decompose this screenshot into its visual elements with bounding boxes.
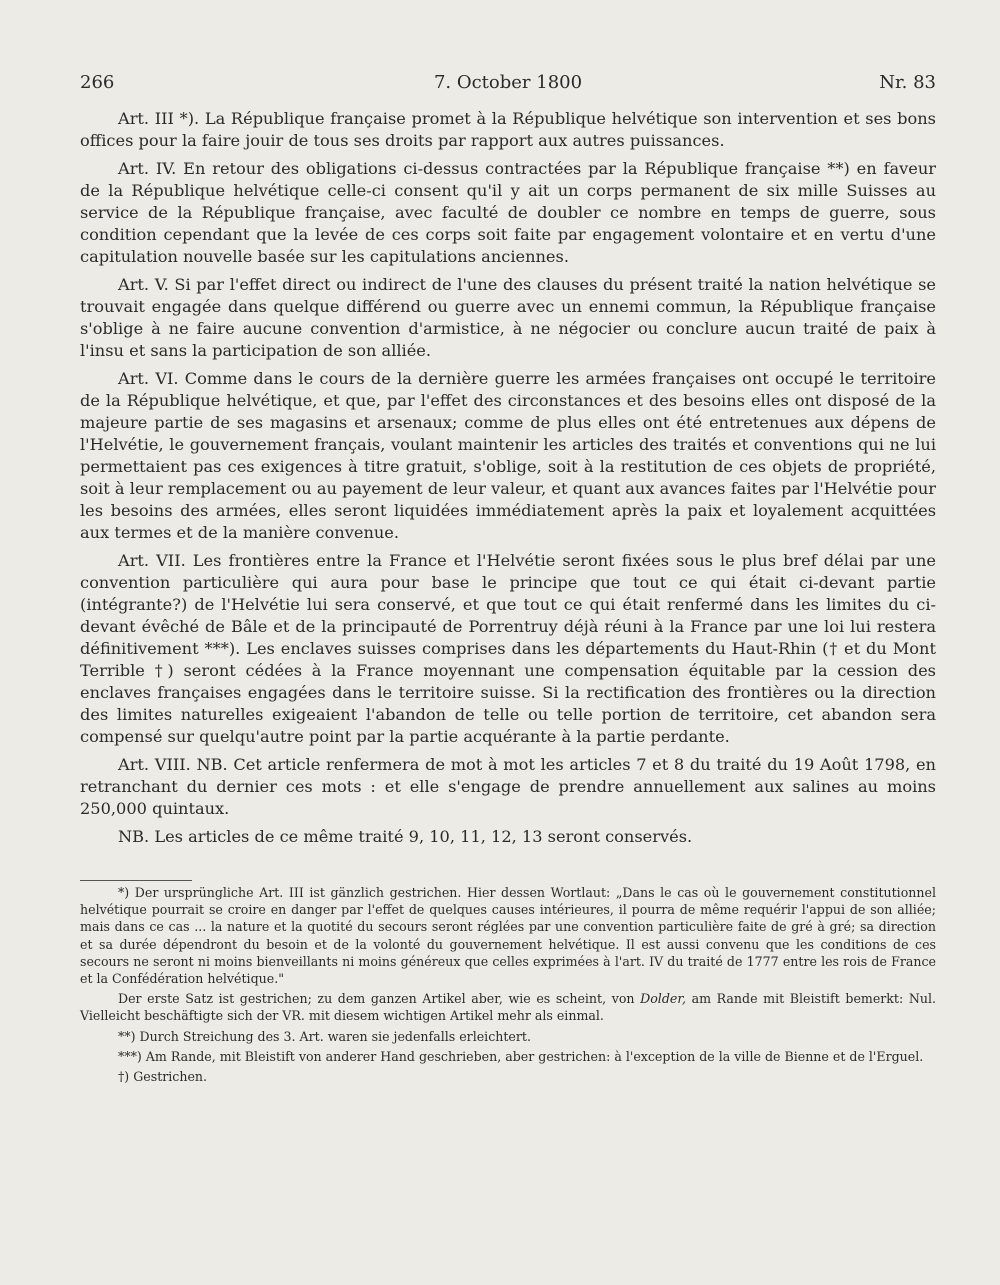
- page-header: [80, 72, 936, 96]
- article-viii: Art. VIII. NB. Cet article renfermera de mot à mot les articles 7 et 8 du traité du 19 Août 1798, en retranchant du dernier ces mots : et elle s'engage de prendre annuellement aux salines au moins 250,000 quintaux.: [80, 755, 936, 818]
- article-iv: Art. IV. En retour des obligations ci-dessus contractées par la République française **) en faveur de la République helvétique celle-ci consent qu'il y ait un corps permanent de six mille Suisses au service de la République française, avec faculté de doubler ce nombre en temps de guerre, sous condition cependant que la levée de ces corps soit faite par engagement volontaire et en vertu d'une capitulation nouvelle basée sur les capitulations anciennes.: [80, 159, 936, 266]
- page-date: 7. October 1800: [433, 72, 583, 93]
- main-text: [80, 108, 936, 854]
- article-vi: Art. VI. Comme dans le cours de la dernière guerre les armées françaises ont occupé le territoire de la République helvétique, et que, par l'effet des circonstances et des besoins elles ont disposé de la majeure partie de ses magasins et arsenaux; comme de plus elles ont été entretenues aux dépens de l'Helvétie, le gouvernement français, voulant maintenir les articles des traités et conventions qui ne lui permettaient pas ces exigences à titre gratuit, s'oblige, soit à la restitution de ces objets de propriété, soit à leur remplacement ou au payement de leur valeur, et quant aux avances faites par l'Helvétie pour les besoins des armées, elles seront liquidées immédiatement après la paix et loyalement acquittées aux termes et de la manière convenue.: [80, 369, 936, 542]
- document-number: Nr. 83: [879, 72, 936, 93]
- article-vii: Art. VII. Les frontières entre la France et l'Helvétie seront fixées sous le plus bref délai par une convention particulière qui aura pour base le principe que tout ce qui était ci-devant partie (intégrante?) de l'Helvétie lui sera conservé, et que tout ce qui était renfermé dans les limites du ci-devant évêché de Bâle et de la principauté de Porrentruy déjà réuni à la France par une loi lui restera définitivement ***). Les enclaves suisses comprises dans les départements du Haut-Rhin († et du Mont Terrible †) seront cédées à la France moyennant une compensation équitable par la cession des enclaves françaises engagées dans le territoire suisse. Si la rectification des frontières ou la direction des limites naturelles exigeaient l'abandon de telle ou telle portion de territoire, cet abandon sera compensé sur quelqu'autre point par la partie acquérante à la partie perdante.: [80, 551, 936, 746]
- footnote-1b-text-end: am Rande mit Bleistift bemerkt: Nul. Vielleicht beschäftigte sich der VR. mit diesem wichtigen Artikel mehr als einmal.: [80, 991, 936, 1024]
- footnote-2: **) Durch Streichung des 3. Art. waren sie jedenfalls erleichtert.: [118, 1028, 531, 1044]
- article-iii: Art. III *). La République française promet à la République helvétique son intervention et ses bons offices pour la faire jouir de tous ses droits par rapport aux autres puissances.: [80, 109, 936, 150]
- footnote-1b-text: Der erste Satz ist gestrichen; zu dem ganzen Artikel aber, wie es scheint, von: [118, 991, 641, 1007]
- footnote-4: †) Gestrichen.: [118, 1069, 208, 1085]
- nb-note: NB. Les articles de ce même traité 9, 10, 11, 12, 13 seront conservés.: [118, 827, 693, 846]
- footnotes: [80, 884, 936, 1088]
- footnote-3: ***) Am Rande, mit Bleistift von anderer Hand geschrieben, aber gestrichen: à l'exception de la ville de Bienne et de l'Erguel.: [118, 1048, 924, 1064]
- article-v: Art. V. Si par l'effet direct ou indirect de l'une des clauses du présent traité la nation helvétique se trouvait engagée dans quelque différend ou guerre avec un ennemi commun, la République française s'oblige à ne faire aucune convention d'armistice, à ne négocier ou conclure aucun traité de paix à l'insu et sans la participation de son alliée.: [80, 275, 936, 360]
- footnote-1-continued: [80, 990, 936, 1024]
- page-number: 266: [80, 72, 115, 93]
- footnote-divider: [80, 880, 192, 881]
- footnote-1: *) Der ursprüngliche Art. III ist gänzlich gestrichen. Hier dessen Wortlaut: „Dans le cas où le gouvernement constitutionnel helvétique pourrait se croire en danger par l'effet de quelques causes intérieures, il pourra de même requérir l'appui de son alliée; mais dans ce cas ... la nature et la quotité du secours seront réglées par une convention particulière faite de gré à gré; sa direction et sa durée dépendront du besoin et de la volonté du gouvernement helvétique. Il est aussi convenu que les conditions de ces secours ne seront ni moins bienveillants ni moins généreux que celles exprimées à l'art. IV du traité de 1777 entre les rois de France et la Confédération helvétique.": [80, 885, 936, 987]
- footnote-1b-name: Dolder,: [640, 991, 686, 1007]
